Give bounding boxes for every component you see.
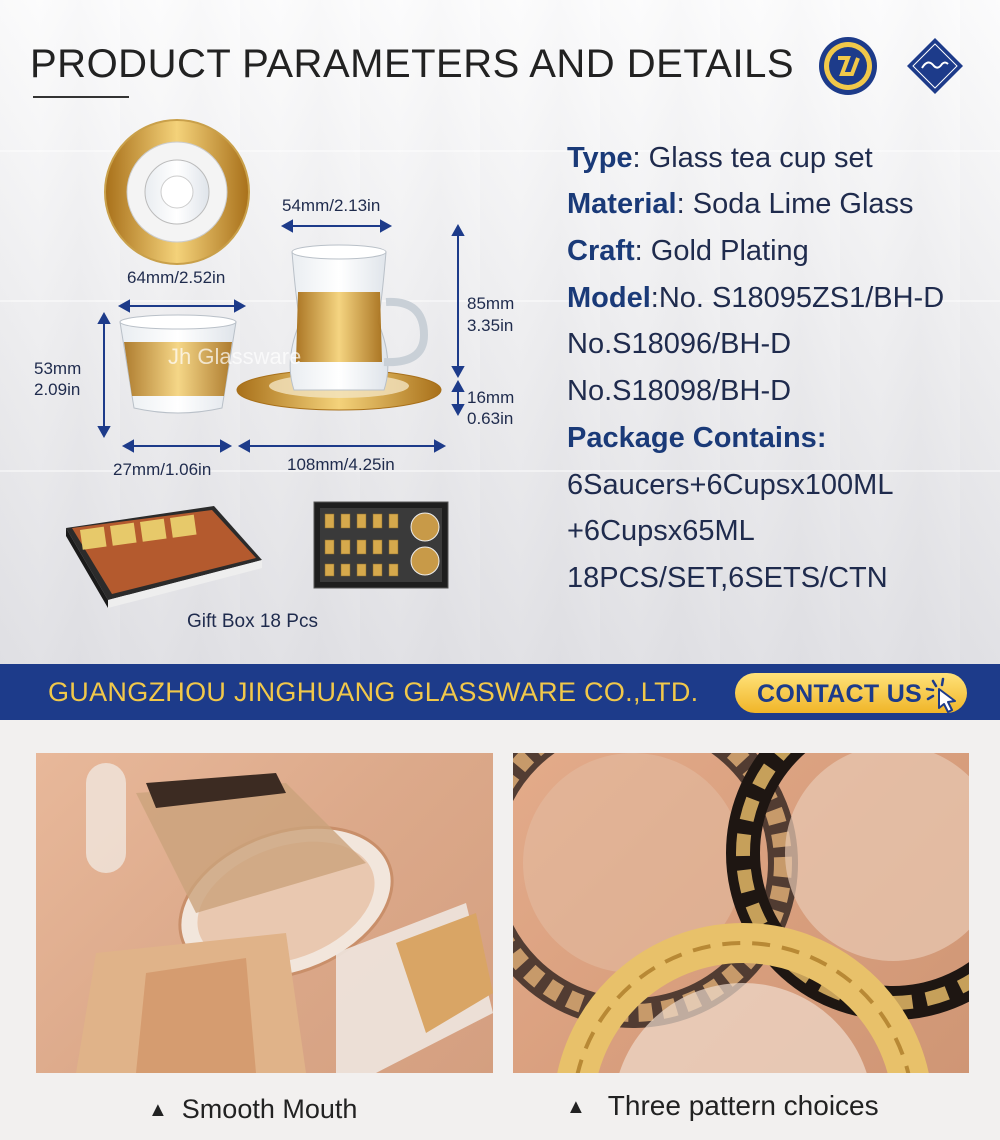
three-patterns-photo [513,753,969,1073]
spec-craft [567,235,809,268]
spec-key: Model [567,282,651,314]
spec-sep: : [676,188,693,220]
contact-us-button[interactable] [735,673,967,713]
spec-key: Type [567,142,633,174]
spec-key: Craft [567,235,635,267]
triangle-marker-icon: ▲ [566,1096,586,1118]
contact-us-label: CONTACT US [757,680,923,708]
spec-sep: : [634,235,651,267]
smooth-mouth-image [36,753,493,1073]
jh-glassware-logo [818,36,878,96]
small-height-in-label: 2.09in [34,380,81,399]
saucer-height-in-label: 0.63in [467,409,514,428]
spec-model [567,282,944,315]
product-illustration [0,0,560,664]
tall-height-in-label: 3.35in [467,316,514,335]
spec-value: Soda Lime Glass [692,188,914,220]
spec-key: Material [567,188,677,220]
cup-top-diameter-label: 54mm/2.13in [282,196,381,215]
spec-model-2: No.S18096/BH-D [567,328,792,360]
caption-text: Three pattern choices [607,1090,879,1121]
watermark: Jh Glassware [168,344,302,369]
spec-package-line-1: 6Saucers+6Cupsx100ML [567,469,894,501]
spec-package-line-2: +6Cupsx65ML [567,515,755,547]
tall-cup-with-saucer [237,245,441,410]
page-title: PRODUCT PARAMETERS AND DETAILS [30,42,795,86]
triangle-marker-icon: ▲ [148,1099,168,1121]
company-name: GUANGZHOU JINGHUANG GLASSWARE CO.,LTD. [48,677,699,707]
spec-value: Gold Plating [650,235,809,267]
spec-material [567,188,914,221]
spec-model-3: No.S18098/BH-D [567,375,792,407]
spec-value: No. S18095ZS1/BH-D [658,282,945,314]
saucer-diameter-label: 108mm/4.25in [287,455,395,474]
gift-box-caption: Gift Box 18 Pcs [187,611,318,632]
three-patterns-image [513,753,969,1073]
small-height-mm-label: 53mm [34,359,82,378]
smooth-mouth-photo [36,753,493,1073]
spec-sep: : [632,142,649,174]
small-cup-top-diameter-label: 64mm/2.52in [127,268,226,287]
caption-smooth-mouth [148,1094,357,1125]
caption-text: Smooth Mouth [181,1094,358,1124]
cursor-pointer-icon [923,675,963,713]
small-base-label: 27mm/1.06in [113,460,212,479]
frosty-logo [905,36,965,96]
saucer-height-mm-label: 16mm [467,388,515,407]
spec-package-line-3: 18PCS/SET,6SETS/CTN [567,562,888,594]
saucer-top-view [105,120,249,264]
spec-package-heading: Package Contains: [567,422,827,454]
spec-sep: : [650,282,659,314]
company-banner [0,664,1000,720]
gift-box-open [314,502,448,588]
spec-value: Glass tea cup set [648,142,873,174]
tall-height-mm-label: 85mm [467,294,515,313]
caption-three-patterns [566,1090,879,1122]
spec-type [567,142,873,175]
gift-box-closed [66,506,262,608]
